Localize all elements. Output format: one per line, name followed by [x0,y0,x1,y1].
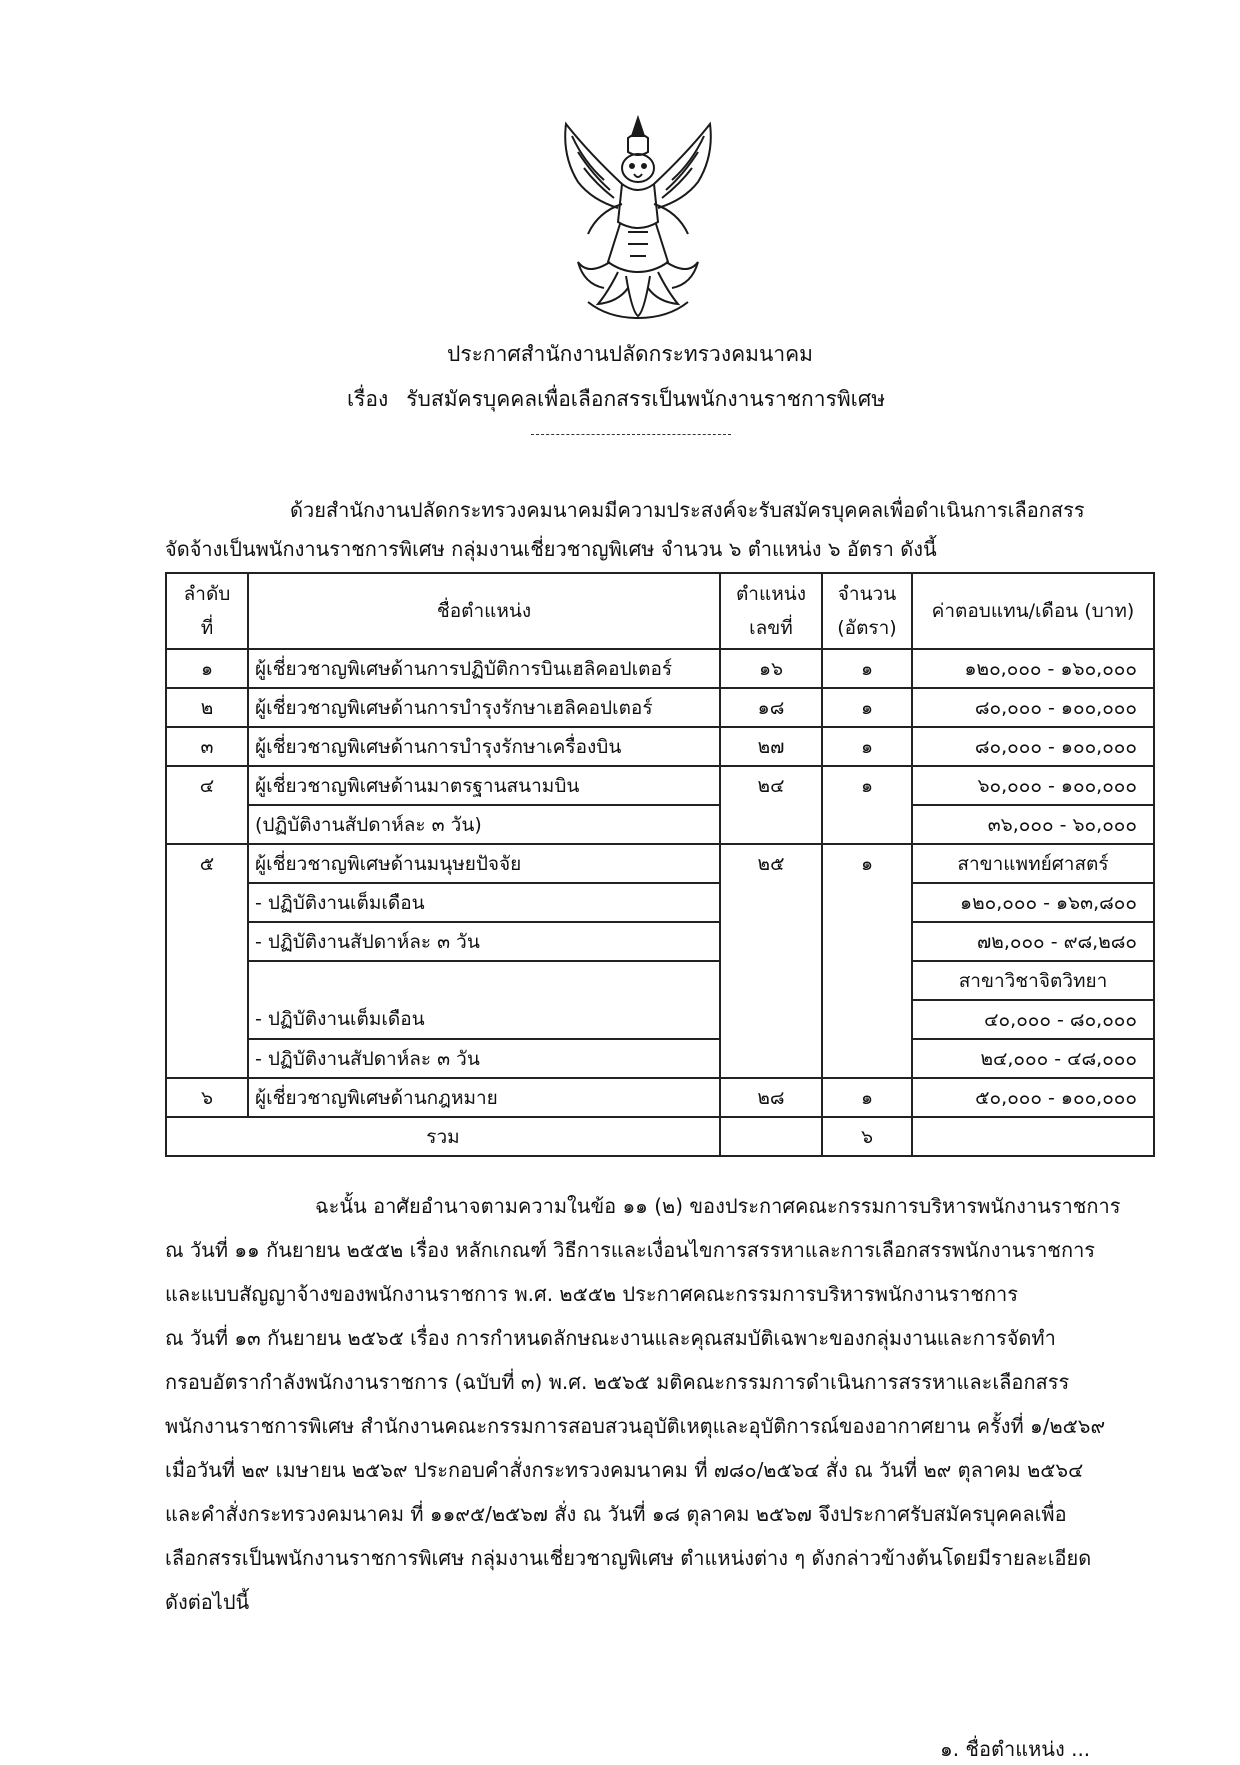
table-row: ๓ ผู้เชี่ยวชาญพิเศษด้านการบำรุงรักษาเครื่องบิน ๒๗ ๑ ๘๐,๐๐๐ - ๑๐๐,๐๐๐ [166,727,1154,766]
document-title: ประกาศสำนักงานปลัดกระทรวงคมนาคม [446,342,813,366]
title-divider [531,434,731,435]
body-line: พนักงานราชการพิเศษ สำนักงานคณะกรรมการสอบสวนอุบัติเหตุและอุบัติการณ์ของอากาศยาน ครั้งที่ ๑/๒๕๖๙ [165,1414,1106,1438]
positions-table [165,572,1155,1157]
table-row: ๕ ผู้เชี่ยวชาญพิเศษด้านมนุษยปัจจัย ๒๕ ๑ สาขาแพทย์ศาสตร์ [166,844,1154,883]
table-row: - ปฏิบัติงานเต็มเดือน ๑๒๐,๐๐๐ - ๑๖๓,๘๐๐ [166,883,1154,922]
body-line: ณ วันที่ ๑๑ กันยายน ๒๕๕๒ เรื่อง หลักเกณฑ์ วิธีการและเงื่อนไขการสรรหาและการเลือกสรรพนักงานราชการ [165,1238,1096,1262]
body-line: และแบบสัญญาจ้างของพนักงานราชการ พ.ศ. ๒๕๕๒ ประกาศคณะกรรมการบริหารพนักงานราชการ [165,1282,1019,1306]
subject-text: รับสมัครบุคคลเพื่อเลือกสรรเป็นพนักงานราชการพิเศษ [406,387,886,411]
total-count: ๖ [822,1117,912,1156]
subject-label: เรื่อง [346,387,389,411]
header-pos: ตำแหน่ง เลขที่ [720,573,822,649]
body-line: และคำสั่งกระทรวงคมนาคม ที่ ๑๑๙๕/๒๕๖๗ สั่ง ณ วันที่ ๑๘ ตุลาคม ๒๕๖๗ จึงประกาศรับสมัครบุคคลเพื่อ [165,1502,1067,1526]
body-line: ดังต่อไปนี้ [165,1590,250,1614]
table-total-row [166,1117,1154,1156]
table-header-row [166,573,1154,649]
table-row: ๔ ผู้เชี่ยวชาญพิเศษด้านมาตรฐานสนามบิน ๒๔ ๑ ๖๐,๐๐๐ - ๑๐๐,๐๐๐ [166,766,1154,805]
body-line: ฉะนั้น อาศัยอำนาจตามความในข้อ ๑๑ (๒) ของประกาศคณะกรรมการบริหารพนักงานราชการ [315,1194,1121,1218]
header-count: จำนวน (อัตรา) [822,573,912,649]
table-row: ๖ ผู้เชี่ยวชาญพิเศษด้านกฎหมาย ๒๘ ๑ ๕๐,๐๐๐ - ๑๐๐,๐๐๐ [166,1078,1154,1117]
next-page-indicator: ๑. ชื่อตำแหน่ง ... [940,1737,1091,1761]
body-paragraph [165,1184,1120,1624]
table-row: - ปฏิบัติงานสัปดาห์ละ ๓ วัน ๗๒,๐๐๐ - ๙๘,๒๘๐ [166,922,1154,961]
header-no: ลำดับ ที่ [166,573,248,649]
document-subject [0,383,1236,416]
header-rate: ค่าตอบแทน/เดือน (บาท) [912,573,1154,649]
table-row: ๒ ผู้เชี่ยวชาญพิเศษด้านการบำรุงรักษาเฮลิคอปเตอร์ ๑๘ ๑ ๘๐,๐๐๐ - ๑๐๐,๐๐๐ [166,688,1154,727]
table-row: ๑ ผู้เชี่ยวชาญพิเศษด้านการปฏิบัติการบินเฮลิคอปเตอร์ ๑๖ ๑ ๑๒๐,๐๐๐ - ๑๖๐,๐๐๐ [166,649,1154,688]
garuda-emblem-icon [548,112,728,320]
intro-line-1: ด้วยสำนักงานปลัดกระทรวงคมนาคมมีความประสงค์จะรับสมัครบุคคลเพื่อดำเนินการเลือกสรร [290,498,1085,522]
body-line: ณ วันที่ ๑๓ กันยายน ๒๕๖๕ เรื่อง การกำหนดลักษณะงานและคุณสมบัติเฉพาะของกลุ่มงานและการจัดทำ [165,1326,1056,1350]
table-row: - ปฏิบัติงานเต็มเดือน ๔๐,๐๐๐ - ๘๐,๐๐๐ [166,1000,1154,1039]
table-row: - ปฏิบัติงานสัปดาห์ละ ๓ วัน ๒๔,๐๐๐ - ๔๘,๐๐๐ [166,1039,1154,1078]
header-name: ชื่อตำแหน่ง [248,573,720,649]
body-line: กรอบอัตรากำลังพนักงานราชการ (ฉบับที่ ๓) พ.ศ. ๒๕๖๕ มติคณะกรรมการดำเนินการสรรหาและเลือกสรร [165,1370,1070,1394]
table-row: สาขาวิชาจิตวิทยา [166,961,1154,1000]
body-line: เลือกสรรเป็นพนักงานราชการพิเศษ กลุ่มงานเชี่ยวชาญพิเศษ ตำแหน่งต่าง ๆ ดังกล่าวข้างต้นโดยมีรายละเอียด [165,1546,1092,1570]
intro-line-2: จัดจ้างเป็นพนักงานราชการพิเศษ กลุ่มงานเชี่ยวชาญพิเศษ จำนวน ๖ ตำแหน่ง ๖ อัตรา ดังนี้ [165,537,937,561]
total-label: รวม [166,1117,720,1156]
body-line: เมื่อวันที่ ๒๙ เมษายน ๒๕๖๙ ประกอบคำสั่งกระทรวงคมนาคม ที่ ๗๘๐/๒๕๖๔ สั่ง ณ วันที่ ๒๙ ตุลาคม ๒๕๖๔ [165,1458,1084,1482]
table-row: (ปฏิบัติงานสัปดาห์ละ ๓ วัน) ๓๖,๐๐๐ - ๖๐,๐๐๐ [166,805,1154,844]
